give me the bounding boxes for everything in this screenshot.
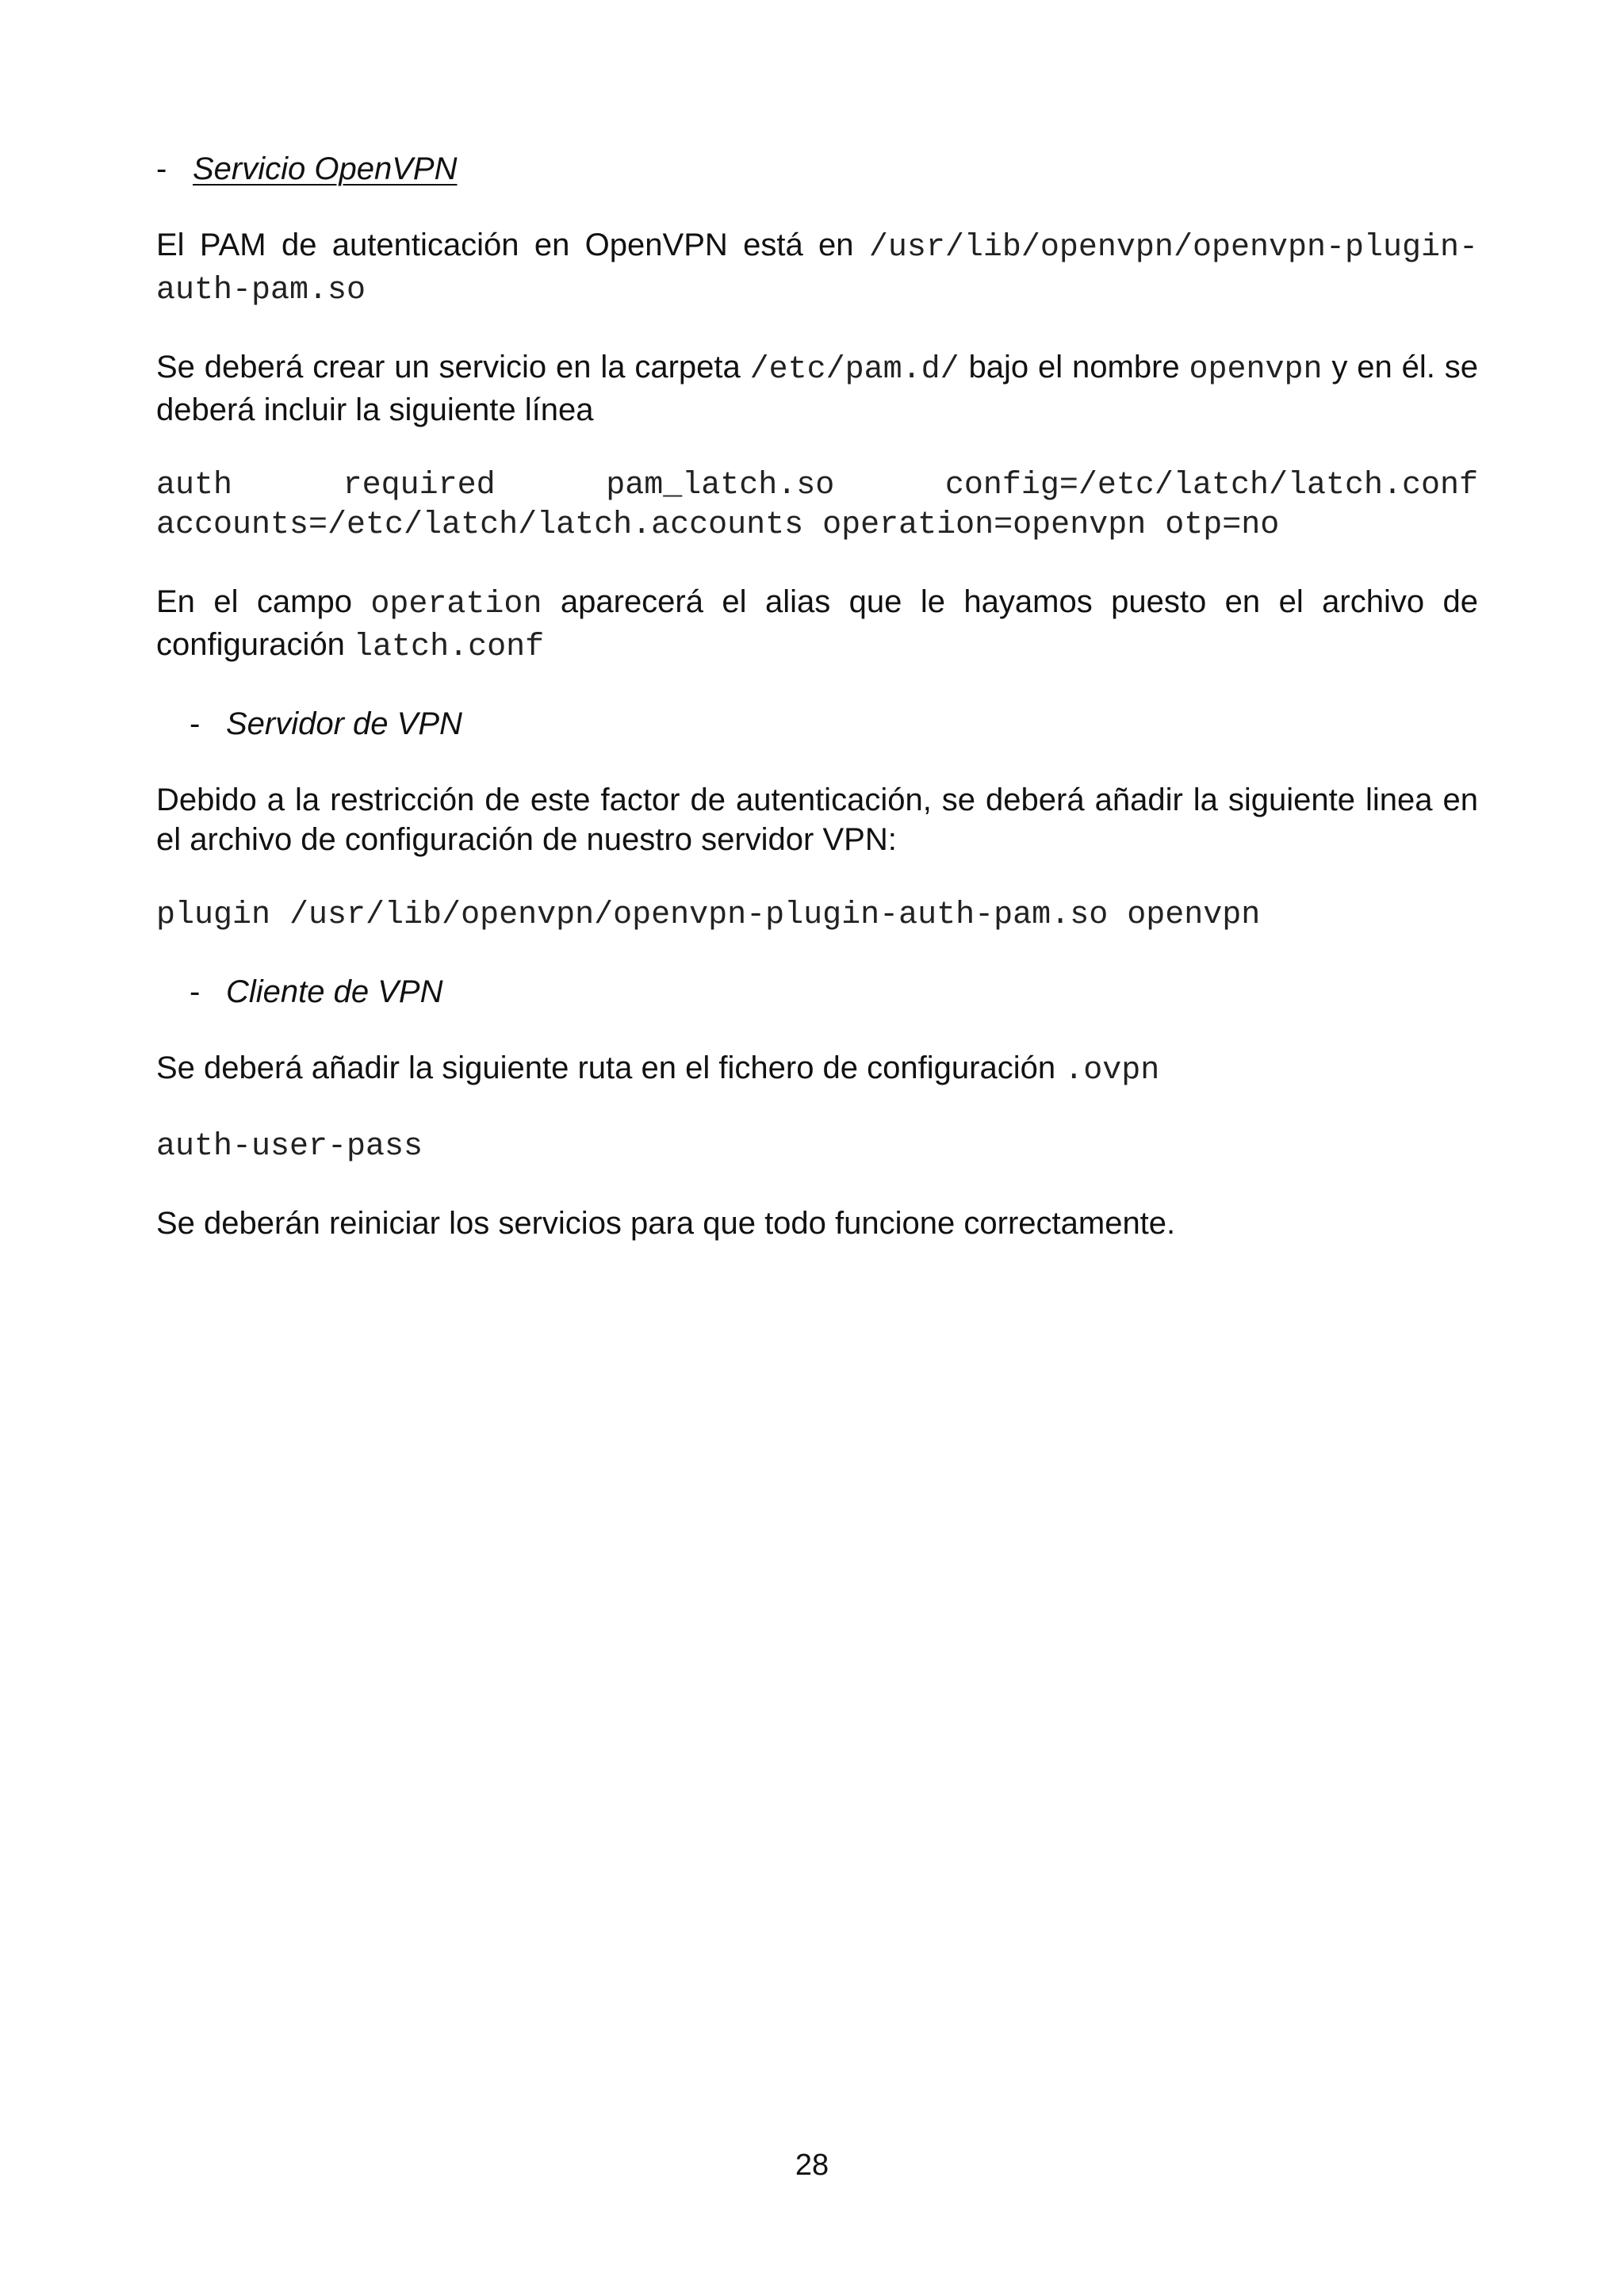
heading-dash: - (190, 706, 201, 741)
heading-dash: - (190, 974, 201, 1009)
heading-title: Servicio OpenVPN (193, 151, 458, 186)
paragraph-text: Se deberá añadir la siguiente ruta en el fichero de configuración (156, 1050, 1065, 1085)
code-client-line: auth-user-pass (156, 1129, 423, 1165)
paragraph-text: y en él. se deberá incluir la siguiente línea (156, 350, 1478, 427)
paragraph-operation (156, 582, 1478, 668)
paragraph-text: Se deberá crear un servicio en la carpeta (156, 350, 750, 385)
latch-conf-file: latch.conf (354, 629, 545, 665)
paragraph-create-service (156, 347, 1478, 430)
paragraph-text: aparecerá el alias que le hayamos puesto en el archivo de configuración (156, 584, 1478, 662)
heading-title: Cliente de VPN (226, 974, 443, 1009)
page-content (156, 149, 1478, 1280)
pam-plugin-path: /usr/lib/openvpn/openvpn-plugin-auth-pam.so (156, 230, 1478, 308)
paragraph-server: Debido a la restricción de este factor de autenticación, se deberá añadir la siguiente linea en el archivo de configuración de nuestro servidor VPN: (156, 783, 1478, 857)
paragraph-text: En el campo (156, 584, 371, 619)
operation-field: operation (370, 587, 542, 622)
paragraph-text: bajo el nombre (959, 350, 1189, 385)
heading-dash: - (156, 151, 167, 186)
ovpn-extension: .ovpn (1064, 1053, 1160, 1089)
service-name: openvpn (1189, 352, 1323, 388)
code-auth-line: auth required pam_latch.so config=/etc/latch/latch.conf accounts=/etc/latch/latch.accounts operation=openvpn otp=no (156, 468, 1478, 543)
pam-folder-path: /etc/pam.d/ (749, 352, 959, 388)
heading-title: Servidor de VPN (226, 706, 462, 741)
section-heading-openvpn (156, 149, 1478, 189)
paragraph-client (156, 1048, 1478, 1091)
section-heading-client (156, 972, 1478, 1012)
paragraph-pam-path (156, 225, 1478, 311)
page-number: 28 (795, 2149, 829, 2182)
paragraph-text: El PAM de autenticación en OpenVPN está en (156, 228, 869, 262)
paragraph-restart: Se deberán reiniciar los servicios para que todo funcione correctamente. (156, 1206, 1176, 1241)
section-heading-server (156, 704, 1478, 744)
code-plugin-line: plugin /usr/lib/openvpn/openvpn-plugin-auth-pam.so openvpn (156, 897, 1261, 933)
